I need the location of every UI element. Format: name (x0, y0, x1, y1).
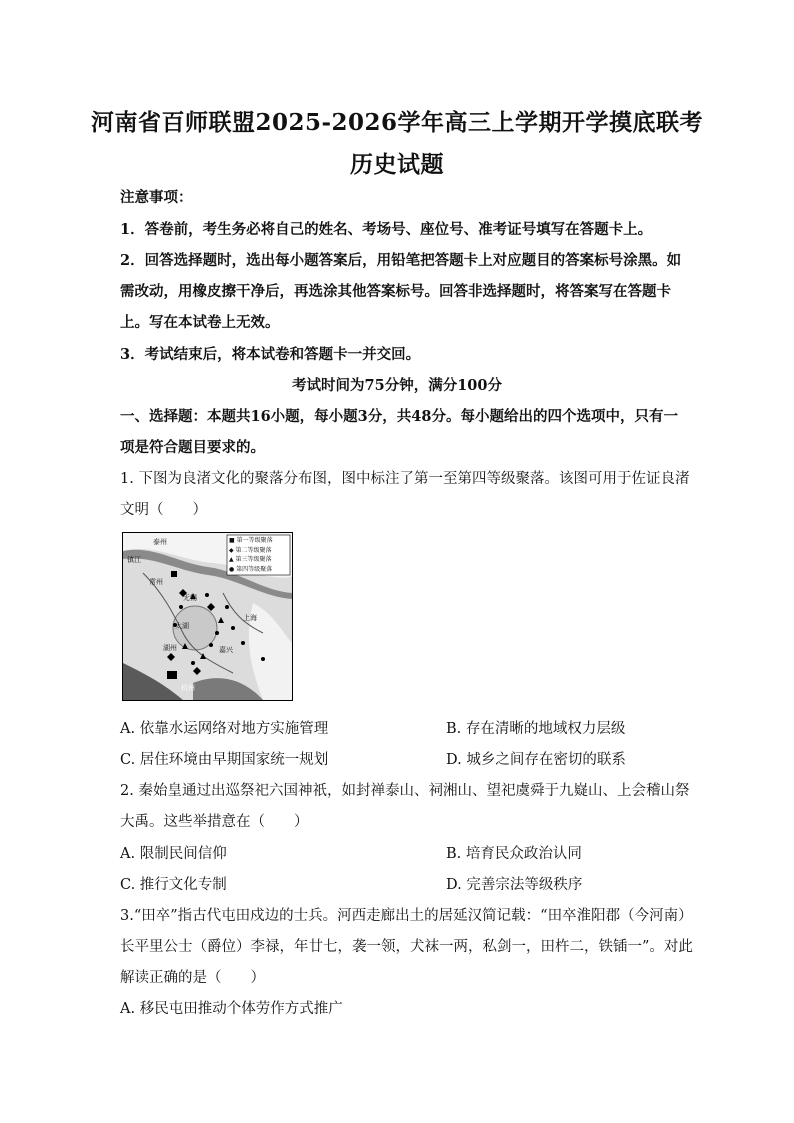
notice-heading: 注意事项： (120, 189, 193, 206)
map-label-huzhou: 湖州 (163, 644, 177, 652)
notice-item-2-line-1: 2．回答选择题时，选出每小题答案后，用铅笔把答题卡上对应题目的答案标号涂黑。如 (120, 252, 682, 269)
question-1-option-d[interactable]: D. 城乡之间存在密切的联系 (446, 752, 626, 768)
question-2-option-b[interactable]: B. 培育民众政治认同 (446, 846, 582, 862)
map-label-wuxi: 无锡 (183, 594, 197, 602)
legend-item-3: ▲ 第三等级聚落 (229, 556, 272, 563)
map-label-shanghai: 上海 (243, 614, 257, 622)
map-label-jiaxing: 嘉兴 (219, 646, 233, 654)
section-1-line-1: 一、选择题：本题共16小题，每小题3分，共48分。每小题给出的四个选项中，只有一 (120, 408, 678, 425)
legend-item-2: ◆ 第二等级聚落 (229, 546, 272, 554)
question-1-option-b[interactable]: B. 存在清晰的地域权力层级 (446, 721, 626, 737)
question-3-option-a[interactable]: A. 移民屯田推动个体劳作方式推广 (120, 1001, 343, 1017)
question-1-option-c[interactable]: C. 居住环境由早期国家统一规划 (120, 752, 329, 768)
question-1-line-2: 文明（ ） (120, 502, 207, 518)
question-3-line-3: 解读正确的是（ ） (120, 970, 265, 986)
question-2-option-a[interactable]: A. 限制民间信仰 (120, 846, 227, 862)
question-3-line-1: 3.“田卒”指古代屯田戍边的士兵。河西走廊出土的居延汉简记载：“田卒淮阳郡（今河南） (120, 908, 693, 924)
map-label-hangzhou: 杭州 (181, 684, 195, 692)
notice-item-2-line-2: 需改动，用橡皮擦干净后，再选涂其他答案标号。回答非选择题时，将答案写在答题卡 (120, 283, 671, 300)
notice-item-1: 1．答卷前，考生务必将自己的姓名、考场号、座位号、准考证号填写在答题卡上。 (120, 221, 653, 238)
liangzhu-settlement-map (122, 532, 293, 701)
legend-item-1: ■ 第一等级聚落 (229, 537, 273, 544)
map-label-changzhou: 常州 (149, 578, 163, 586)
question-2-line-2: 大禹。这些举措意在（ ） (120, 814, 309, 830)
map-label-zhenjiang: 镇江 (127, 556, 141, 564)
map-label-taihu: 太湖 (175, 622, 189, 630)
notice-item-2-line-3: 上。写在本试卷上无效。 (120, 314, 280, 331)
question-1-option-a[interactable]: A. 依靠水运网络对地方实施管理 (120, 721, 329, 737)
question-2-option-c[interactable]: C. 推行文化专制 (120, 877, 227, 893)
question-1-line-1: 1. 下图为良渚文化的聚落分布图，图中标注了第一至第四等级聚落。该图可用于佐证良渚 (120, 471, 690, 487)
notice-item-3: 3．考试结束后，将本试卷和答题卡一并交回。 (120, 346, 421, 363)
section-1-line-2: 项是符合题目要求的。 (120, 439, 265, 456)
map-label-taizhou: 泰州 (153, 538, 167, 546)
question-2-option-d[interactable]: D. 完善宗法等级秩序 (446, 877, 583, 893)
map-legend (229, 536, 273, 574)
exam-subtitle: 历史试题 (350, 151, 444, 178)
legend-item-4: ● 第四等级聚落 (229, 565, 273, 573)
question-2-line-1: 2. 秦始皇通过出巡祭祀六国神祇，如封禅泰山、祠湘山、望祀虞舜于九嶷山、上会稽山祭 (120, 783, 690, 799)
exam-title: 河南省百师联盟2025-2026学年高三上学期开学摸底联考 (90, 109, 704, 136)
question-3-line-2: 长平里公士（爵位）李禄，年廿七，袭一领，犬袜一两，私剑一，田杵二，铁锸一”。对此 (120, 939, 693, 955)
exam-time-info: 考试时间为75分钟，满分100分 (292, 377, 502, 394)
